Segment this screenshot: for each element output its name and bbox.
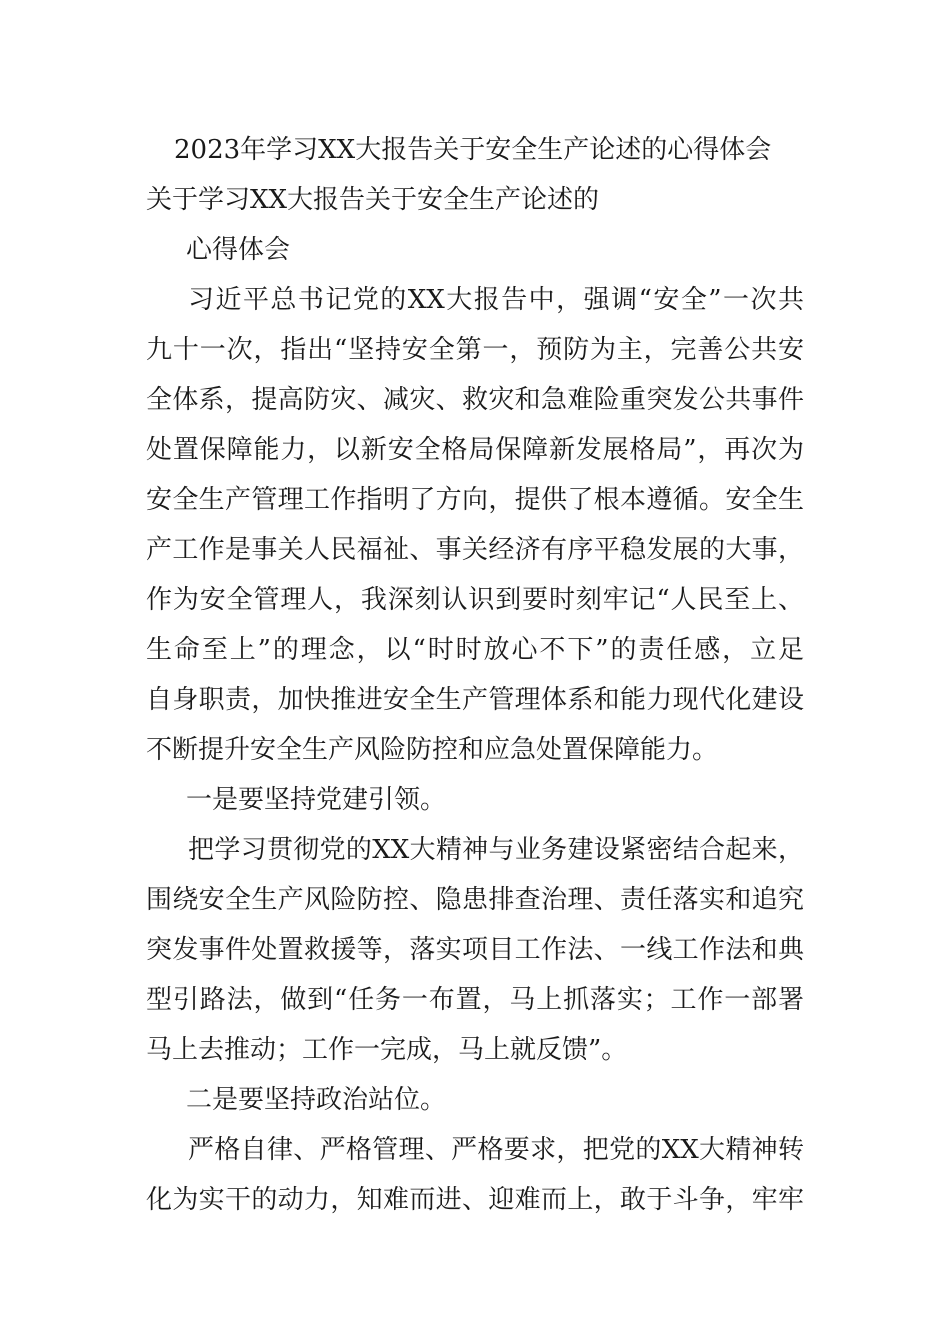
subtitle-text-1: 关于学习XX大报告关于安全生产论述的 bbox=[146, 185, 600, 215]
document-title-line bbox=[0, 130, 950, 170]
paragraph-1-text: 自身职责，加快推进安全生产管理体系和能力现代化建设 bbox=[146, 685, 804, 715]
paragraph-2-line bbox=[0, 830, 950, 870]
subtitle-line-1 bbox=[0, 180, 950, 220]
paragraph-1-text: 作为安全管理人，我深刻认识到要时刻牢记“人民至上、 bbox=[146, 585, 804, 615]
paragraph-2-line bbox=[0, 880, 950, 920]
paragraph-1-line bbox=[0, 330, 950, 370]
section-heading-2-text: 二是要坚持政治站位。 bbox=[186, 1085, 447, 1115]
paragraph-1-line bbox=[0, 530, 950, 570]
paragraph-1-text: 习近平总书记党的XX大报告中，强调“安全”一次共 bbox=[188, 285, 804, 315]
document-title: 2023年学习XX大报告关于安全生产论述的心得体会 bbox=[174, 135, 772, 165]
paragraph-1-line bbox=[0, 480, 950, 520]
paragraph-1-line bbox=[0, 580, 950, 620]
section-heading-1-text: 一是要坚持党建引领。 bbox=[186, 785, 447, 815]
paragraph-1-line bbox=[0, 280, 950, 320]
paragraph-2-text: 围绕安全生产风险防控、隐患排查治理、责任落实和追究 bbox=[146, 885, 804, 915]
paragraph-1-text: 安全生产管理工作指明了方向，提供了根本遵循。安全生 bbox=[146, 485, 804, 515]
subtitle-line-2 bbox=[0, 230, 950, 270]
section-heading-2 bbox=[0, 1080, 950, 1120]
paragraph-2-line bbox=[0, 1030, 950, 1070]
paragraph-1-line bbox=[0, 730, 950, 770]
paragraph-2-text: 把学习贯彻党的XX大精神与业务建设紧密结合起来， bbox=[188, 835, 804, 865]
paragraph-3-line bbox=[0, 1180, 950, 1220]
paragraph-1-text: 九十一次，指出“坚持安全第一，预防为主，完善公共安 bbox=[146, 335, 804, 365]
paragraph-3-text: 严格自律、严格管理、严格要求，把党的XX大精神转 bbox=[188, 1135, 804, 1165]
paragraph-3-text: 化为实干的动力，知难而进、迎难而上，敢于斗争，牢牢 bbox=[146, 1185, 804, 1215]
paragraph-2-text: 马上去推动；工作一完成，马上就反馈”。 bbox=[146, 1035, 628, 1065]
paragraph-1-line bbox=[0, 680, 950, 720]
paragraph-2-line bbox=[0, 980, 950, 1020]
paragraph-1-line bbox=[0, 380, 950, 420]
paragraph-1-line bbox=[0, 630, 950, 670]
paragraph-2-line bbox=[0, 930, 950, 970]
paragraph-3-line bbox=[0, 1130, 950, 1170]
section-heading-1 bbox=[0, 780, 950, 820]
paragraph-1-text: 全体系，提高防灾、减灾、救灾和急难险重突发公共事件 bbox=[146, 385, 804, 415]
paragraph-2-text: 型引路法，做到“任务一布置，马上抓落实；工作一部署 bbox=[146, 985, 804, 1015]
paragraph-2-text: 突发事件处置救援等，落实项目工作法、一线工作法和典 bbox=[146, 935, 804, 965]
subtitle-text-2: 心得体会 bbox=[186, 235, 291, 265]
paragraph-1-text: 生命至上”的理念，以“时时放心不下”的责任感，立足 bbox=[146, 635, 804, 665]
paragraph-1-text: 处置保障能力，以新安全格局保障新发展格局”，再次为 bbox=[146, 435, 804, 465]
paragraph-1-text: 产工作是事关人民福祉、事关经济有序平稳发展的大事， bbox=[146, 535, 804, 565]
paragraph-1-text: 不断提升安全生产风险防控和应急处置保障能力。 bbox=[146, 735, 719, 765]
paragraph-1-line bbox=[0, 430, 950, 470]
